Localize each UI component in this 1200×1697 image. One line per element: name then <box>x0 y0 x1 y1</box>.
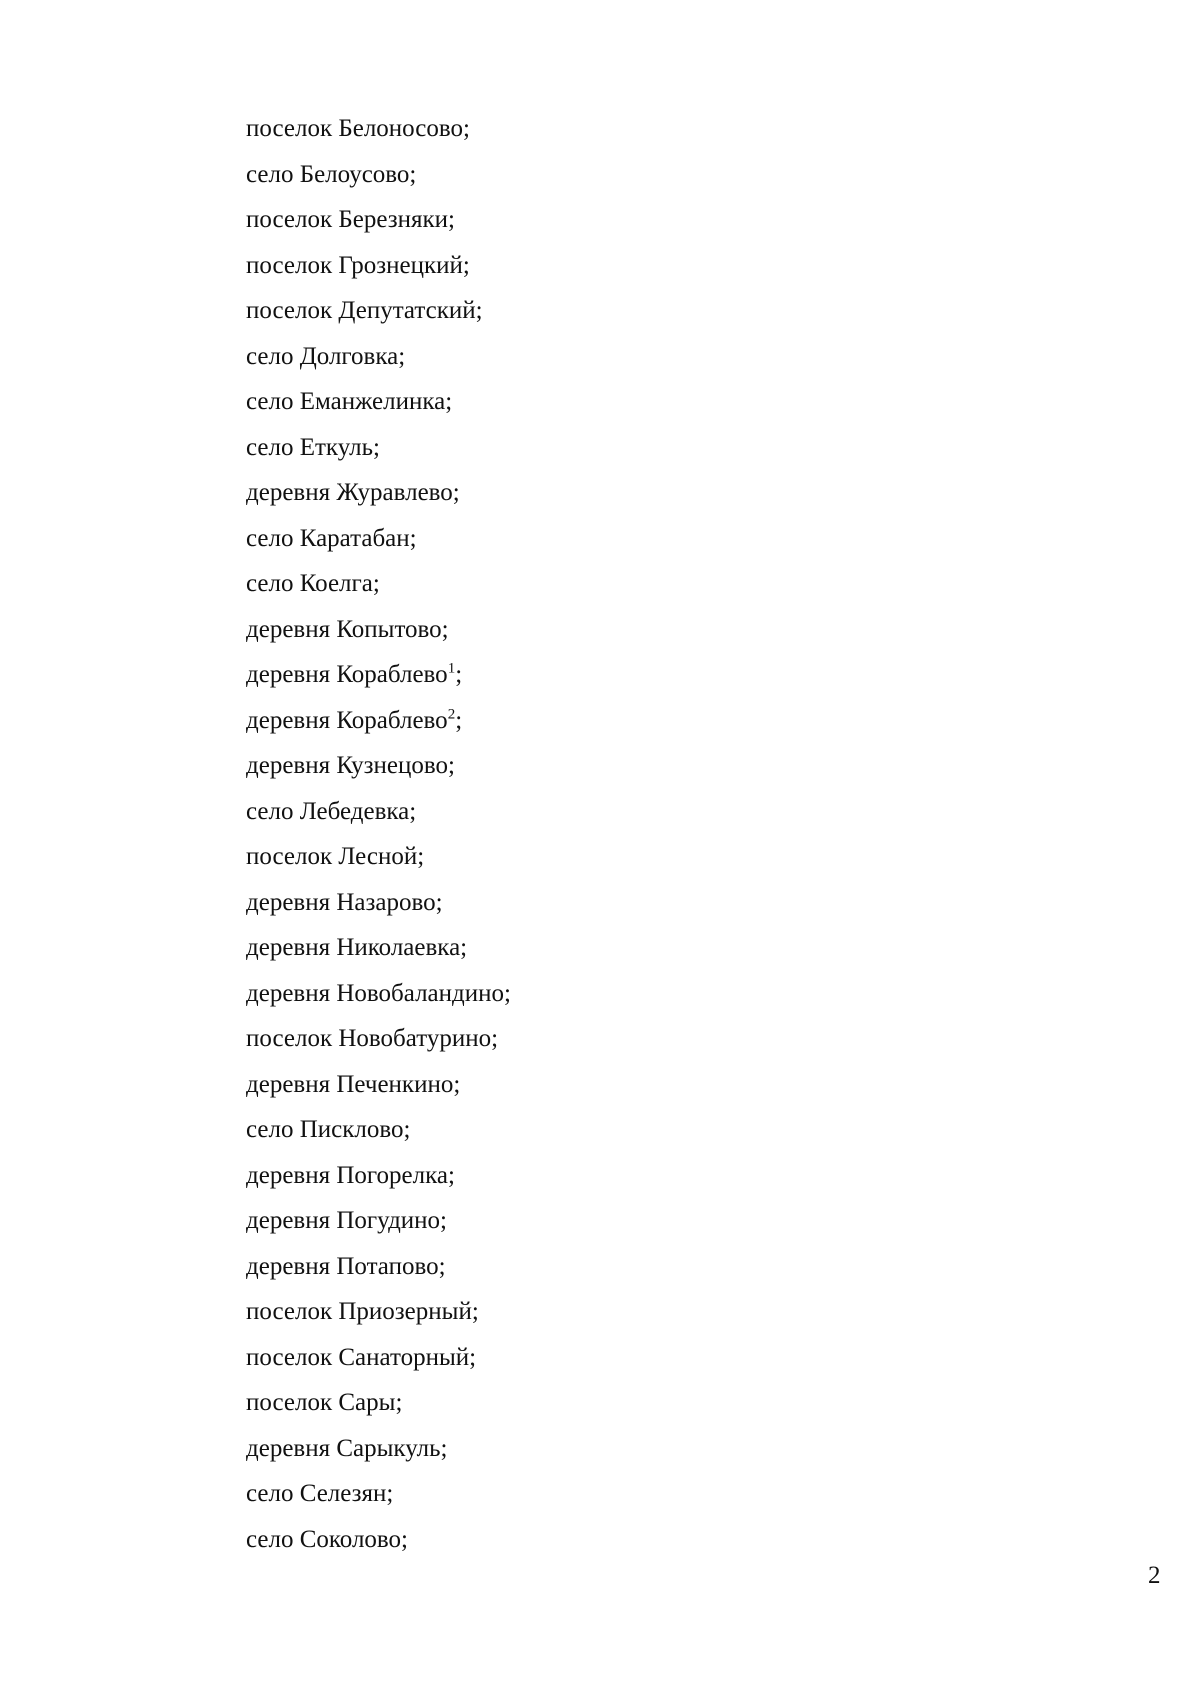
settlement-name: село Еманжелинка; <box>246 388 453 415</box>
settlement-list-item <box>246 1062 511 1108</box>
settlement-name: деревня Журавлево; <box>246 479 460 506</box>
settlement-name: село Коелга; <box>246 570 380 597</box>
settlement-list-item <box>246 1335 511 1381</box>
settlement-name: деревня Кузнецово; <box>246 752 455 779</box>
settlement-list-item <box>246 1198 511 1244</box>
settlement-list-item <box>246 1107 511 1153</box>
settlement-name: деревня Копытово; <box>246 615 449 643</box>
settlement-list-item <box>246 1016 511 1062</box>
settlement-list-item <box>246 561 511 607</box>
settlement-name: деревня Погудино; <box>246 1207 448 1234</box>
settlement-list-item <box>246 743 511 789</box>
settlement-list-item <box>246 789 511 835</box>
settlement-list-item <box>246 698 511 744</box>
settlement-name: деревня Сарыкуль; <box>246 1434 448 1462</box>
settlement-list-item <box>246 880 511 926</box>
settlement-name: деревня Николаевка; <box>246 934 468 961</box>
settlement-name: деревня Погорелка; <box>246 1161 455 1189</box>
settlement-name: село Долговка; <box>246 342 406 370</box>
settlement-name: поселок Приозерный; <box>246 1298 479 1325</box>
settlement-list-item <box>246 470 511 516</box>
settlement-list <box>246 106 511 1562</box>
settlement-name: поселок Белоносово; <box>246 115 470 142</box>
settlement-name: село Белоусово; <box>246 160 417 188</box>
entry-suffix: ; <box>455 706 463 734</box>
settlement-list-item <box>246 516 511 562</box>
settlement-list-item <box>246 106 511 152</box>
settlement-list-item <box>246 834 511 880</box>
entry-suffix: ; <box>455 661 463 688</box>
settlement-list-item <box>246 1426 511 1472</box>
settlement-name: деревня Новобаландино; <box>246 979 511 1007</box>
settlement-name: село Писклово; <box>246 1116 411 1143</box>
settlement-name: поселок Новобатурино; <box>246 1025 499 1052</box>
settlement-name: деревня Назарово; <box>246 888 443 916</box>
settlement-list-item <box>246 334 511 380</box>
settlement-list-item <box>246 1153 511 1199</box>
settlement-list-item <box>246 379 511 425</box>
settlement-name: поселок Депутатский; <box>246 297 483 324</box>
settlement-list-item <box>246 197 511 243</box>
settlement-name: поселок Грознецкий; <box>246 251 470 279</box>
settlement-name: поселок Лесной; <box>246 843 425 870</box>
settlement-name: село Лебедевка; <box>246 797 417 825</box>
settlement-name: деревня Потапово; <box>246 1252 446 1280</box>
settlement-name: село Еткуль; <box>246 433 380 461</box>
settlement-name: поселок Сары; <box>246 1389 403 1416</box>
settlement-list-item <box>246 288 511 334</box>
settlement-list-item <box>246 1380 511 1426</box>
settlement-name: поселок Санаторный; <box>246 1343 477 1371</box>
settlement-list-item <box>246 971 511 1017</box>
settlement-name: деревня Кораблево <box>246 706 448 734</box>
settlement-list-item <box>246 652 511 698</box>
settlement-list-item <box>246 607 511 653</box>
settlement-name: деревня Печенкино; <box>246 1070 461 1098</box>
settlement-list-item <box>246 1517 511 1563</box>
settlement-list-item <box>246 1471 511 1517</box>
settlement-list-item <box>246 925 511 971</box>
footnote-marker: 1 <box>447 660 456 677</box>
settlement-list-item <box>246 1244 511 1290</box>
settlement-list-item <box>246 243 511 289</box>
settlement-name: село Селезян; <box>246 1480 394 1507</box>
page-number: 2 <box>1148 1562 1161 1589</box>
settlement-list-item <box>246 425 511 471</box>
settlement-name: поселок Березняки; <box>246 206 455 233</box>
settlement-name: село Соколово; <box>246 1525 408 1553</box>
settlement-name: деревня Кораблево <box>246 661 448 688</box>
settlement-name: село Каратабан; <box>246 524 417 552</box>
settlement-list-item <box>246 152 511 198</box>
settlement-list-item <box>246 1289 511 1335</box>
footnote-marker: 2 <box>447 706 456 723</box>
